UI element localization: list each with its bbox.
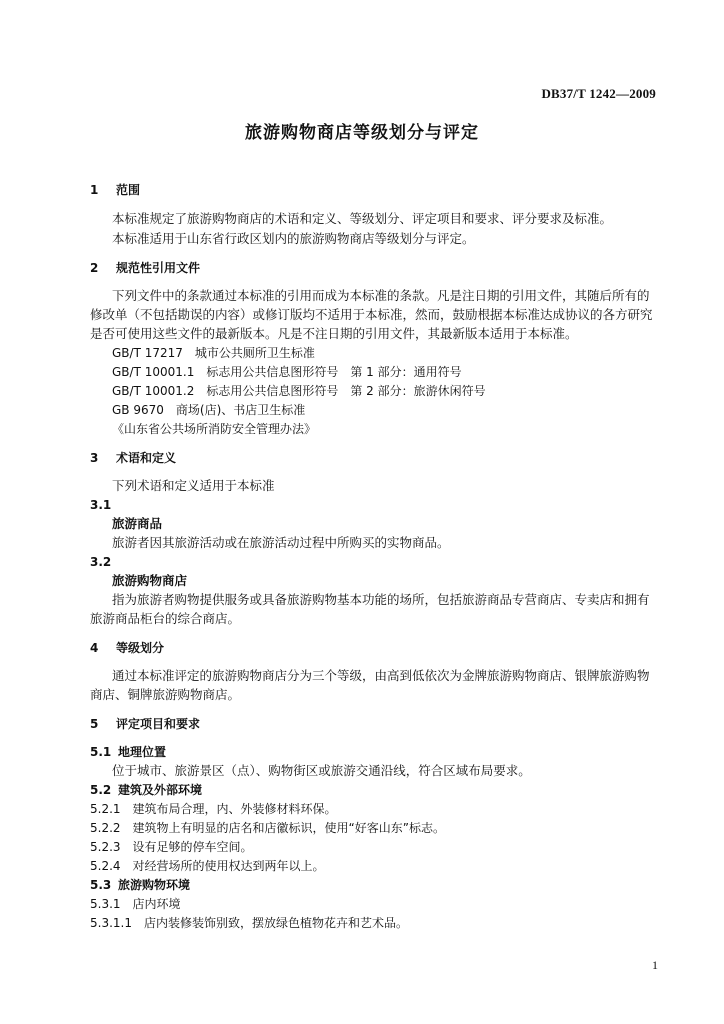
subsection-5-1-heading	[90, 743, 166, 761]
reference-item: GB/T 17217 城市公共厕所卫生标准	[112, 346, 315, 360]
section-3-heading	[90, 449, 176, 467]
reference-item: GB/T 10001.2 标志用公共信息图形符号 第 2 部分：旅游休闲符号	[112, 384, 486, 398]
page-number: 1	[652, 958, 658, 972]
paragraph: 本标准规定了旅游购物商店的术语和定义、等级划分、评定项目和要求、评分要求及标准。	[112, 211, 613, 226]
paragraph: 修改单（不包括勘误的内容）或修订版均不适用于本标准，然而，鼓励根据本标准达成协议的各方研究	[90, 307, 653, 322]
section-number: 2	[90, 261, 99, 275]
paragraph: 通过本标准评定的旅游购物商店分为三个等级，由高到低依次为金牌旅游购物商店、银牌旅游购物	[112, 668, 650, 683]
section-number: 1	[90, 183, 99, 197]
document-title: 旅游购物商店等级划分与评定	[245, 123, 479, 143]
clause-number: 3.2	[90, 555, 112, 569]
section-title: 范围	[116, 183, 141, 197]
term-definition: 旅游商品柜台的综合商店。	[90, 611, 241, 626]
clause-title: 旅游购物环境	[118, 878, 191, 892]
paragraph: 下列术语和定义适用于本标准	[112, 478, 275, 493]
standard-code: DB37/T 1242—2009	[541, 86, 656, 101]
term-definition: 旅游者因其旅游活动或在旅游活动过程中所购买的实物商品。	[112, 535, 450, 550]
section-number: 5	[90, 717, 99, 731]
clause-title: 地理位置	[118, 745, 167, 759]
section-number: 4	[90, 641, 99, 655]
clause-5-2-1: 5.2.1 建筑布局合理，内、外装修材料环保。	[90, 802, 337, 816]
subsection-5-3-heading	[90, 876, 190, 894]
clause-number: 5.2	[90, 783, 112, 797]
section-title: 等级划分	[116, 641, 165, 655]
clause-number: 5.3	[90, 878, 112, 892]
reference-item: 《山东省公共场所消防安全管理办法》	[112, 422, 317, 436]
section-number: 3	[90, 451, 99, 465]
paragraph: 位于城市、旅游景区（点）、购物街区或旅游交通沿线，符合区域布局要求。	[112, 763, 531, 778]
clause-5-2-2: 5.2.2 建筑物上有明显的店名和店徽标识，使用“好客山东”标志。	[90, 821, 445, 835]
section-1-heading	[90, 181, 140, 199]
section-title: 评定项目和要求	[116, 717, 201, 731]
section-title: 术语和定义	[116, 451, 177, 465]
paragraph: 商店、铜牌旅游购物商店。	[90, 687, 241, 702]
section-title: 规范性引用文件	[116, 261, 201, 275]
clause-number: 3.1	[90, 498, 112, 512]
clause-title: 建筑及外部环境	[118, 783, 203, 797]
reference-item: GB/T 10001.1 标志用公共信息图形符号 第 1 部分：通用符号	[112, 365, 462, 379]
clause-5-2-3: 5.2.3 设有足够的停车空间。	[90, 840, 253, 854]
paragraph: 本标准适用于山东省行政区划内的旅游购物商店等级划分与评定。	[112, 231, 475, 246]
clause-5-2-4: 5.2.4 对经营场所的使用权达到两年以上。	[90, 859, 325, 873]
term-heading: 旅游购物商店	[112, 573, 188, 588]
section-2-heading	[90, 259, 200, 277]
reference-item: GB 9670 商场(店)、书店卫生标准	[112, 403, 306, 417]
clause-5-3-1: 5.3.1 店内环境	[90, 897, 181, 911]
term-definition: 指为旅游者购物提供服务或具备旅游购物基本功能的场所，包括旅游商品专营商店、专卖店和拥有	[112, 592, 650, 607]
paragraph: 是否可使用这些文件的最新版本。凡是不注日期的引用文件，其最新版本适用于本标准。	[90, 326, 578, 341]
section-4-heading	[90, 639, 164, 657]
clause-5-3-1-1: 5.3.1.1 店内装修装饰别致，摆放绿色植物花卉和艺术品。	[90, 916, 408, 930]
section-5-heading	[90, 715, 200, 733]
paragraph: 下列文件中的条款通过本标准的引用而成为本标准的条款。凡是注日期的引用文件，其随后所有的	[112, 288, 650, 303]
subsection-5-2-heading	[90, 781, 202, 799]
term-heading: 旅游商品	[112, 516, 163, 531]
clause-number: 5.1	[90, 745, 112, 759]
